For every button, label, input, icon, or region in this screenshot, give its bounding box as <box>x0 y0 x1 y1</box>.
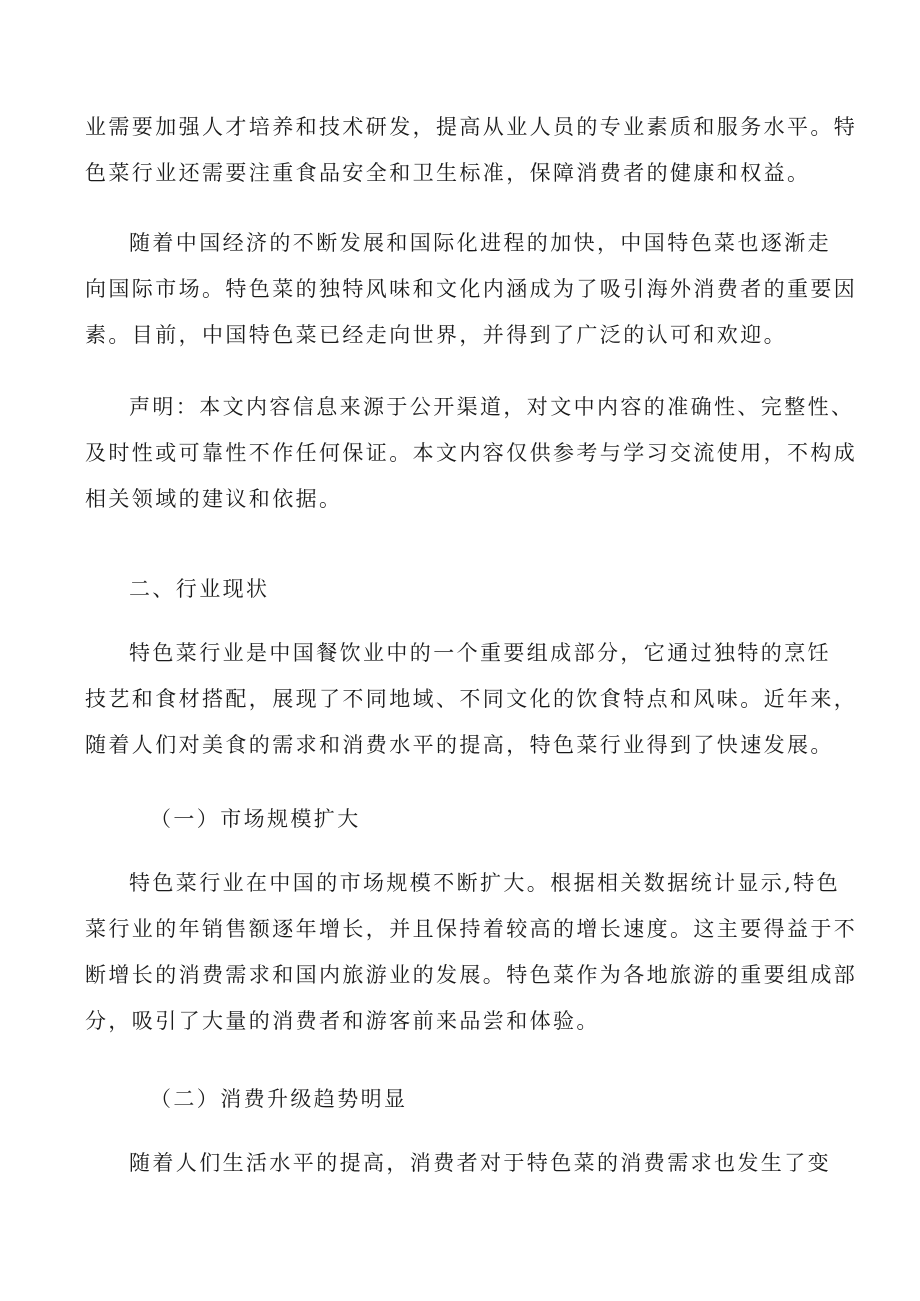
paragraph-line: 及时性或可靠性不作任何保证。本文内容仅供参考与学习交流使用，不构成 <box>85 441 858 465</box>
subsection-heading-market-scale <box>85 796 845 842</box>
subsection-heading: （二）消费升级趋势明显 <box>150 1087 408 1111</box>
paragraph-line: 特色菜行业是中国餐饮业中的一个重要组成部分，它通过独特的烹饪 <box>129 641 831 665</box>
paragraph-line: 色菜行业还需要注重食品安全和卫生标准，保障消费者的健康和权益。 <box>85 161 811 185</box>
paragraph-line: 相关领域的建议和依据。 <box>85 487 343 511</box>
paragraph-line: 向国际市场。特色菜的独特风味和文化内涵成为了吸引海外消费者的重要因 <box>85 277 858 301</box>
paragraph-market-scale <box>85 860 858 1044</box>
paragraph-line: 断增长的消费需求和国内旅游业的发展。特色菜作为各地旅游的重要组成部 <box>85 963 858 987</box>
subsection-heading-consumption-upgrade <box>85 1076 845 1122</box>
paragraph-line: 随着中国经济的不断发展和国际化进程的加快，中国特色菜也逐渐走 <box>129 231 831 255</box>
paragraph-line: 素。目前，中国特色菜已经走向世界，并得到了广泛的认可和欢迎。 <box>85 323 787 347</box>
paragraph-consumption-upgrade <box>85 1140 845 1186</box>
paragraph-line: 菜行业的年销售额逐年增长，并且保持着较高的增长速度。这主要得益于不 <box>85 917 858 941</box>
paragraph-line: 特色菜行业在中国的市场规模不断扩大。根据相关数据统计显示,特色 <box>129 871 841 895</box>
paragraph-disclaimer <box>85 384 858 522</box>
paragraph-industry-overview <box>85 630 858 768</box>
paragraph-line: 声明：本文内容信息来源于公开渠道，对文中内容的准确性、完整性、 <box>129 395 855 419</box>
paragraph-talent-training <box>85 104 858 196</box>
paragraph-line: 随着人们生活水平的提高，消费者对于特色菜的消费需求也发生了变 <box>129 1151 831 1175</box>
paragraph-line: 业需要加强人才培养和技术研发，提高从业人员的专业素质和服务水平。特 <box>85 115 858 139</box>
paragraph-line: 分，吸引了大量的消费者和游客前来品尝和体验。 <box>85 1009 600 1033</box>
paragraph-internationalization <box>85 220 858 358</box>
paragraph-line: 技艺和食材搭配，展现了不同地域、不同文化的饮食特点和风味。近年来， <box>85 687 858 711</box>
section-heading-industry-status <box>85 566 845 612</box>
section-heading: 二、行业现状 <box>129 577 270 601</box>
paragraph-line: 随着人们对美食的需求和消费水平的提高，特色菜行业得到了快速发展。 <box>85 733 834 757</box>
subsection-heading: （一）市场规模扩大 <box>150 807 361 831</box>
